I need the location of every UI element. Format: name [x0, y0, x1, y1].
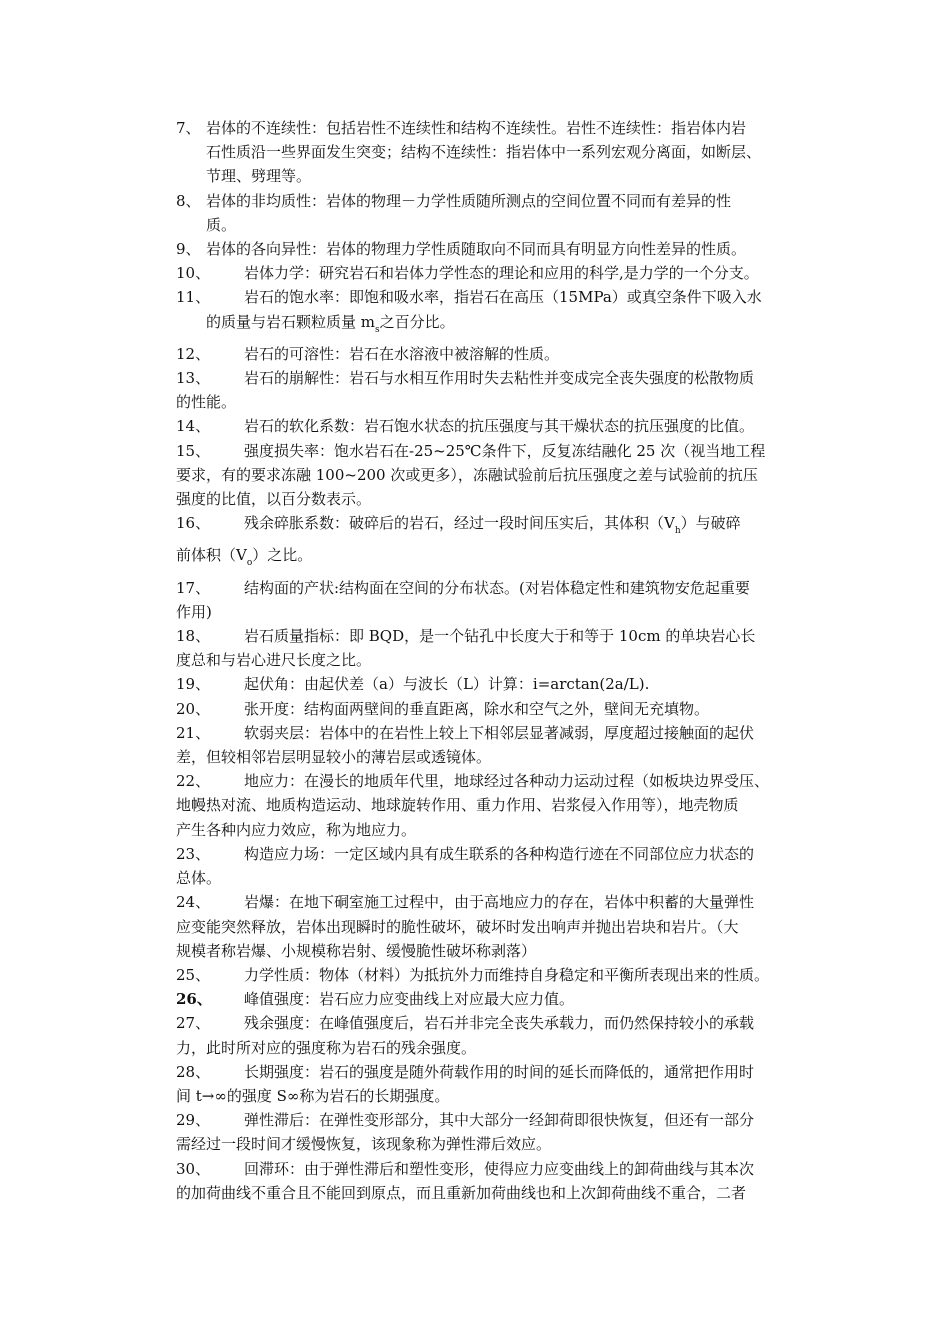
entry-first-line — [176, 189, 812, 213]
entry-number: 29、 — [176, 1111, 211, 1130]
definition-entry — [176, 769, 812, 842]
entry-first-line — [176, 890, 812, 914]
entry-number: 9、 — [176, 240, 201, 259]
entry-text: 岩石质量指标：即 BQD，是一个钻孔中长度大于和等于 10cm 的单块岩心长 — [244, 627, 756, 646]
definition-entry — [176, 672, 812, 696]
entry-first-line — [176, 237, 812, 261]
entry-number: 23、 — [176, 844, 211, 863]
entry-text: 岩体的不连续性：包括岩性不连续性和结构不连续性。岩性不连续性：指岩体内岩 — [206, 119, 747, 137]
entry-text: 弹性滞后：在弹性变形部分，其中大部分一经卸荷即很快恢复，但还有一部分 — [244, 1111, 755, 1130]
entry-number: 7、 — [176, 119, 201, 137]
entry-first-line — [176, 366, 812, 390]
entry-continuation: 间 t→∞的强度 S∞称为岩石的长期强度。 — [176, 1086, 450, 1105]
entry-first-line — [176, 624, 812, 648]
definition-entry — [176, 624, 812, 672]
entry-number: 13、 — [176, 369, 211, 388]
entry-number: 18、 — [176, 627, 211, 646]
subscript: h — [674, 526, 681, 537]
definition-entry — [176, 576, 812, 624]
entry-text: 岩爆：在地下硐室施工过程中，由于高地应力的存在，岩体中积蓄的大量弹性 — [244, 893, 755, 912]
entry-continuation: 应变能突然释放，岩体出现瞬时的脆性破坏，破坏时发出响声并抛出岩块和岩片。（大 — [176, 917, 739, 936]
entry-text: 岩体的各向异性：岩体的物理力学性质随取向不同而具有明显方向性差异的性质。 — [206, 240, 747, 259]
subscript: o — [246, 558, 253, 569]
entry-number: 19、 — [176, 675, 211, 694]
entry-number: 14、 — [176, 417, 211, 436]
entry-continuation: 节理、劈理等。 — [206, 167, 312, 186]
entry-first-line — [176, 342, 812, 366]
entry-number: 21、 — [176, 723, 211, 742]
entry-first-line — [176, 987, 812, 1011]
entry-first-line — [176, 576, 812, 600]
definition-entry — [176, 414, 812, 438]
entry-first-line — [176, 511, 812, 543]
entry-continuation: 要求，有的要求冻融 100~200 次或更多），冻融试验前后抗压强度之差与试验前的抗压 — [176, 465, 758, 484]
definition-entry — [176, 116, 812, 189]
entry-number: 26、 — [176, 990, 212, 1009]
entry-first-line — [176, 261, 812, 285]
entry-first-line — [176, 1157, 812, 1181]
entry-continuation: 度总和与岩心进尺长度之比。 — [176, 651, 372, 670]
entry-number: 22、 — [176, 772, 211, 791]
entry-continuation: 产生各种内应力效应，称为地应力。 — [176, 820, 417, 839]
entry-first-line — [176, 672, 812, 696]
definition-entry — [176, 189, 812, 237]
entry-text: 岩石的可溶性：岩石在水溶液中被溶解的性质。 — [244, 344, 560, 363]
entry-first-line — [176, 769, 812, 793]
entry-text: 岩石的饱水率：即饱和吸水率，指岩石在高压（15MPa）或真空条件下吸入水 — [244, 288, 762, 307]
entry-first-line — [176, 963, 812, 987]
entry-text: 峰值强度：岩石应力应变曲线上对应最大应力值。 — [244, 990, 575, 1009]
definition-entry — [176, 842, 812, 890]
definition-entry — [176, 697, 812, 721]
entry-number: 28、 — [176, 1062, 211, 1081]
entry-number: 17、 — [176, 578, 211, 597]
entry-continuation: 力，此时所对应的强度称为岩石的残余强度。 — [176, 1038, 477, 1057]
entry-first-line — [176, 116, 812, 140]
entry-first-line — [176, 697, 812, 721]
entry-text: 起伏角：由起伏差（a）与波长（L）计算：i=arctan(2a/L). — [244, 675, 650, 694]
definition-entry — [176, 511, 812, 575]
entry-continuation: 质。 — [206, 215, 237, 234]
entry-text: 张开度：结构面两壁间的垂直距离，除水和空气之外，壁间无充填物。 — [244, 699, 710, 718]
entry-text: 结构面的产状:结构面在空间的分布状态。(对岩体稳定性和建筑物安危起重要 — [244, 578, 750, 597]
entry-number: 11、 — [176, 288, 211, 307]
entry-continuation: 需经过一段时间才缓慢恢复，该现象称为弹性滞后效应。 — [176, 1135, 552, 1154]
entry-continuation: 的质量与岩石颗粒质量 $m_s$之百分比。 — [206, 312, 455, 335]
entry-text: 软弱夹层：岩体中的在岩性上较上下相邻层显著减弱，厚度超过接触面的起伏 — [244, 723, 755, 742]
entry-first-line — [176, 1011, 812, 1035]
definition-entry — [176, 439, 812, 512]
entry-continuation: 作用) — [176, 602, 212, 621]
entry-text: 强度损失率：饱水岩石在-25~25℃条件下，反复冻结融化 25 次（视当地工程 — [244, 441, 766, 460]
entry-text: 岩体的非均质性：岩体的物理－力学性质随所测点的空间位置不同而有差异的性 — [206, 191, 732, 210]
definition-entry — [176, 1157, 812, 1205]
entry-text: 力学性质：物体（材料）为抵抗外力而维持自身稳定和平衡所表现出来的性质。 — [244, 965, 770, 984]
entry-continuation: 前体积$(V_o)$之比。 — [176, 546, 313, 569]
entry-text: 残余碎胀系数：破碎后的岩石，经过一段时间压实后，其体积$(V_h)$与破碎 — [244, 514, 741, 537]
entry-number: 15、 — [176, 441, 211, 460]
entry-first-line — [176, 439, 812, 463]
entry-number: 27、 — [176, 1014, 211, 1033]
subscript: s — [375, 324, 380, 335]
definition-entry — [176, 237, 812, 261]
entry-number: 25、 — [176, 965, 211, 984]
definition-entry — [176, 285, 812, 341]
entry-first-line — [176, 721, 812, 745]
entry-number: 10、 — [176, 264, 211, 283]
entry-continuation: 差，但较相邻岩层明显较小的薄岩层或透镜体。 — [176, 748, 492, 767]
entry-continuation: 石性质沿一些界面发生突变；结构不连续性：指岩体中一系列宏观分离面，如断层、 — [206, 143, 762, 162]
entry-continuation: 规模者称岩爆、小规模称岩射、缓慢脆性破坏称剥落） — [176, 941, 537, 960]
entry-text: 残余强度：在峰值强度后，岩石并非完全丧失承载力，而仍然保持较小的承载 — [244, 1014, 755, 1033]
entry-number: 8、 — [176, 191, 201, 210]
document-body — [176, 116, 812, 1205]
entry-text: 岩体力学：研究岩石和岩体力学性态的理论和应用的科学,是力学的一个分支。 — [244, 264, 759, 283]
entry-text: 岩石的软化系数：岩石饱水状态的抗压强度与其干燥状态的抗压强度的比值。 — [244, 417, 755, 436]
entry-number: 16、 — [176, 514, 211, 533]
entry-first-line — [176, 414, 812, 438]
entry-continuation: 的性能。 — [176, 393, 237, 412]
definition-entry — [176, 721, 812, 769]
entry-first-line — [176, 1108, 812, 1132]
entry-number: 30、 — [176, 1159, 211, 1178]
entry-text: 长期强度：岩石的强度是随外荷载作用的时间的延长而降低的，通常把作用时 — [244, 1062, 755, 1081]
entry-text: 回滞环：由于弹性滞后和塑性变形，使得应力应变曲线上的卸荷曲线与其本次 — [244, 1159, 755, 1178]
definition-entry — [176, 890, 812, 963]
entry-continuation: 强度的比值，以百分数表示。 — [176, 490, 372, 509]
entry-continuation: 的加荷曲线不重合且不能回到原点，而且重新加荷曲线也和上次卸荷曲线不重合，二者 — [176, 1183, 747, 1202]
entry-number: 12、 — [176, 344, 211, 363]
definition-entry — [176, 342, 812, 366]
definition-entry — [176, 963, 812, 987]
definition-entry — [176, 1011, 812, 1059]
entry-number: 20、 — [176, 699, 211, 718]
entry-first-line — [176, 1060, 812, 1084]
definition-entry — [176, 1108, 812, 1156]
entry-first-line — [176, 285, 812, 309]
definition-entry — [176, 1060, 812, 1108]
entry-text: 地应力：在漫长的地质年代里，地球经过各种动力运动过程（如板块边界受压、 — [244, 772, 770, 791]
definition-entry — [176, 366, 812, 414]
entry-first-line — [176, 842, 812, 866]
entry-continuation: 地幔热对流、地质构造运动、地球旋转作用、重力作用、岩浆侵入作用等），地壳物质 — [176, 796, 739, 815]
entry-text: 构造应力场：一定区域内具有成生联系的各种构造行迹在不同部位应力状态的 — [244, 844, 755, 863]
entry-number: 24、 — [176, 893, 211, 912]
definition-entry — [176, 261, 812, 285]
entry-text: 岩石的崩解性：岩石与水相互作用时失去粘性并变成完全丧失强度的松散物质 — [244, 369, 755, 388]
entry-continuation: 总体。 — [176, 869, 222, 888]
definition-entry — [176, 987, 812, 1011]
